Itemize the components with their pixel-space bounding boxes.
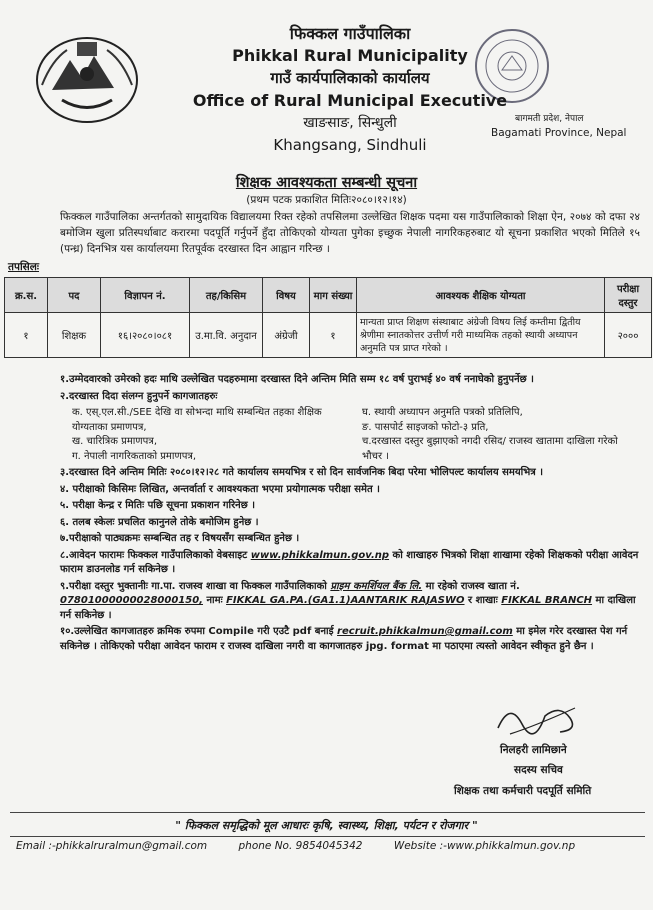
cell-post: शिक्षक bbox=[48, 313, 101, 358]
footer-divider-bottom bbox=[10, 836, 645, 837]
province-en: Bagamati Province, Nepal bbox=[491, 127, 627, 139]
address-en: Khangsang, Sindhuli bbox=[273, 136, 427, 154]
document-item: ग. नेपाली नागरिकताको प्रमाणपत्र, bbox=[72, 450, 197, 462]
col-level: तह/किसिम bbox=[190, 278, 263, 313]
vacancy-table bbox=[4, 277, 652, 358]
cell-subject: अंग्रेजी bbox=[263, 313, 310, 358]
bank-name: प्राइम कमर्शियल बैंक लि. bbox=[330, 580, 423, 592]
note-application-form: ८.आवेदन फारामः फिक्कल गाउँपालिकाको वेबसाइट www.phikkalmun.gov.np को शाखाहरु भित्रको शिक्षा शाखामा रहेको शिक्षकको परीक्षा आवेदन फाराम डाउनलोड गर्न सकिनेछ । bbox=[60, 549, 639, 575]
cell-qualification: मान्यता प्राप्त शिक्षण संस्थाबाट अंग्रेजी विषय लिई कम्तीमा द्वितीय श्रेणीमा स्नातकोत्तर उत्तीर्ण गरी माध्यमिक तहको स्थायी अध्यापन अनुमति पत्र प्राप्त गरेको । bbox=[357, 313, 605, 358]
note-exam-type: ४. परीक्षाको किसिमः लिखित, अन्तर्वार्ता र आवश्यकता भएमा प्रयोगात्मक परीक्षा समेत । bbox=[60, 483, 380, 495]
footer-contact bbox=[16, 840, 603, 852]
details-label: तपसिलः bbox=[8, 261, 40, 273]
cell-demand: १ bbox=[310, 313, 357, 358]
signatory-committee: शिक्षक तथा कर्मचारी पदपूर्ति समिति bbox=[454, 785, 592, 797]
cell-level: उ.मा.वि. अनुदान bbox=[190, 313, 263, 358]
note-salary: ६. तलब स्केलः प्रचलित कानुनले तोके बमोजिम हुनेछ । bbox=[60, 516, 259, 528]
notes-section bbox=[60, 373, 640, 656]
documents-right bbox=[350, 406, 640, 464]
signatory-role: सदस्य सचिव bbox=[514, 764, 563, 776]
note-exam-center: ५. परीक्षा केन्द्र र मितिः पछि सूचना प्रकाशन गरिनेछ । bbox=[60, 500, 256, 511]
publish-date: (प्रथम पटक प्रकाशित मितिः२०८०।१२।१४) bbox=[246, 194, 407, 206]
table-row bbox=[5, 313, 652, 358]
contact-email[interactable]: Email :-phikkalruralmun@gmail.com bbox=[16, 840, 208, 852]
account-number: 07801000000028000150, bbox=[60, 595, 203, 606]
document-item: ङ. पासपोर्ट साइजको फोटो-३ प्रति, bbox=[362, 421, 489, 433]
col-demand: माग संख्या bbox=[310, 278, 357, 313]
documents-left bbox=[60, 406, 350, 464]
col-post: पद bbox=[48, 278, 101, 313]
cell-fee: २००० bbox=[605, 313, 652, 358]
table-header-row bbox=[5, 278, 652, 313]
province-np: बागमती प्रदेश, नेपाल bbox=[515, 114, 584, 124]
executive-office-np: गाउँ कार्यपालिकाको कार्यालय bbox=[270, 69, 430, 87]
recruit-email-link[interactable]: recruit.phikkalmun@gmail.com bbox=[337, 626, 513, 637]
contact-website[interactable]: Website :-www.phikkalmun.gov.np bbox=[393, 840, 576, 852]
signatory-name: निलहरी लामिछाने bbox=[500, 744, 567, 756]
branch-name: FIKKAL BRANCH bbox=[501, 595, 593, 606]
note-syllabus: ७.परीक्षाको पाठ्यक्रमः सम्बन्धित तह र विषयसँग सम्बन्धित हुनेछ । bbox=[60, 533, 300, 544]
note-deadline: ३.दरखास्त दिने अन्तिम मितिः २०८०।१२।२८ गते कार्यालय समयभित्र र सो दिन सार्वजनिक बिदा परेमा भोलिपल्ट कार्यालय समयभित्र । bbox=[60, 467, 544, 478]
note-fee-payment: ९.परीक्षा दस्तुर भुक्तानीः गा.पा. राजस्व शाखा वा फिक्कल गाउँपालिकाको प्राइम कमर्शियल बैंक लि. मा रहेको राजस्व खाता नं. 07801000000028000150, नामः FIKKAL GA.PA.(GA1.1)AANTARIK RAJASWO र शाखाः FIKKAL BRANCH मा दाखिला गर्न सकिनेछ । bbox=[60, 580, 636, 621]
cell-sn: १ bbox=[5, 313, 48, 358]
col-fee: परीक्षा दस्तुर bbox=[605, 278, 652, 313]
executive-office-en: Office of Rural Municipal Executive bbox=[192, 91, 508, 110]
document-item: घ. स्थायी अध्यापन अनुमति पत्रको प्रतिलिपि, bbox=[362, 407, 523, 418]
footer-divider bbox=[10, 812, 645, 813]
cell-ad-no: १६।२०८०।०८१ bbox=[101, 313, 190, 358]
website-link[interactable]: www.phikkalmun.gov.np bbox=[250, 549, 390, 561]
col-qualification: आवश्यक शैक्षिक योग्यता bbox=[357, 278, 605, 313]
office-name-en: Phikkal Rural Municipality bbox=[232, 46, 468, 65]
note-age-limit: १.उम्मेदवारको उमेरको हदः माथि उल्लेखित पदहरुमामा दरखास्त दिने अन्तिम मिति सम्म १८ वर्ष पुराभई ४० वर्ष ननाघेको हुनुपर्नेछ । bbox=[60, 374, 534, 385]
document-item: च.दरखास्त दस्तुर बुझाएको नगदी रसिद/ राजस्व खातामा दाखिला गरेको भौचर । bbox=[362, 436, 618, 462]
col-subject: विषय bbox=[263, 278, 310, 313]
document-item: क. एस्.एल.सी./SEE देखि वा सोभन्दा माथि सम्बन्धित तहका शैक्षिक योग्यताका प्रमाणपत्र, bbox=[72, 407, 322, 433]
nepal-emblem-icon bbox=[32, 30, 142, 125]
office-name-np: फिक्कल गाउँपालिका bbox=[289, 24, 411, 43]
col-sn: क्र.स. bbox=[5, 278, 48, 313]
document-item: ख. चारित्रिक प्रमाणपत्र, bbox=[72, 436, 157, 447]
notice-title: शिक्षक आवश्यकता सम्बन्धी सूचना bbox=[235, 175, 418, 191]
account-name: FIKKAL GA.PA.(GA1.1)AANTARIK RAJASWO bbox=[226, 595, 465, 606]
notice-intro: फिक्कल गाउँपालिका अन्तर्गतको सामुदायिक विद्यालयमा रिक्त रहेको तपसिलमा उल्लेखित शिक्षक पदमा यस गाउँपालिकाको शिक्षा ऐन, २०७४ को दफा २४ बमोजिम खुला प्रतिस्पर्धाबाट करारमा पदपूर्ति गर्नुपर्ने हुँदा तोकिएको योग्यता पुगेका इच्छुक नेपाली नागरिकहरुबाट यो सूचना प्रकाशित भएको मितिले १५ (पन्ध्र) दिनभित्र यस कार्यालयमा रितपूर्वक दरखास्त दिन आह्वान गरिन्छ । bbox=[60, 211, 640, 255]
note-documents-heading: २.दरखास्त दिदा संलग्न हुनुपर्ने कागजातहरुः bbox=[60, 390, 218, 402]
footer-slogan: " फिक्कल समृद्धिको मूल आधारः कृषि, स्वास्थ्य, शिक्षा, पर्यटन र रोजगार " bbox=[175, 819, 478, 832]
contact-phone: phone No. 9854045342 bbox=[238, 840, 363, 852]
documents-list bbox=[60, 406, 640, 464]
signature-icon bbox=[490, 696, 585, 741]
note-submission: १०.उल्लेखित कागजातहरु क्रमिक रुपमा Compile गरी एउटै pdf बनाई recruit.phikkalmun@gmail.com मा इमेल गरेर दरखास्त पेश गर्न सकिनेछ । तोकिएको परीक्षा आवेदन फाराम र राजस्व दाखिला नगरी वा कागजातहरु jpg. format मा पठाएमा त्यस्तो आवेदन स्वीकृत हुने छैन । bbox=[60, 626, 628, 652]
col-ad-no: विज्ञापन नं. bbox=[101, 278, 190, 313]
address-np: खाङसाङ, सिन्धुली bbox=[303, 115, 397, 131]
